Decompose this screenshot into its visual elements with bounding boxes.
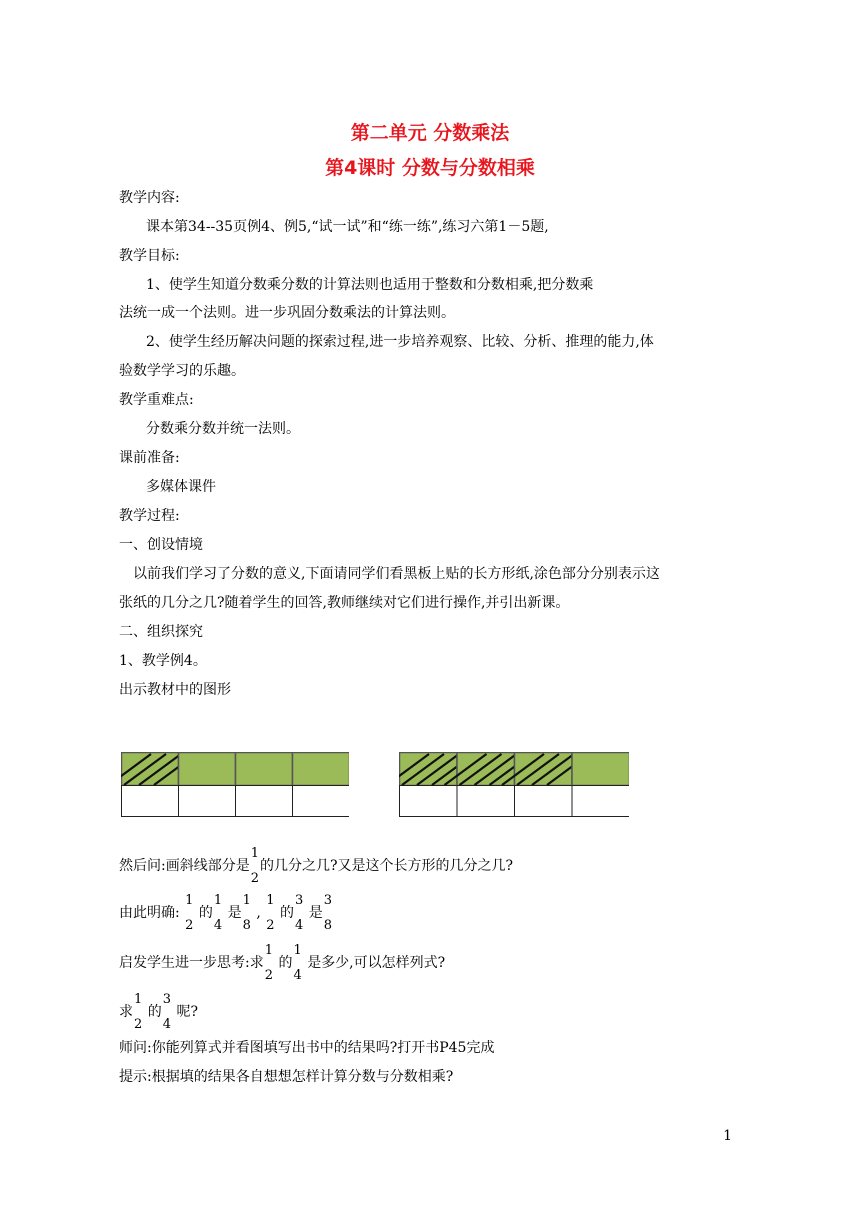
show-figure-text: 出示教材中的图形 — [119, 682, 231, 698]
diagram-svg — [121, 752, 349, 817]
shaded-cell — [179, 753, 236, 786]
question-1: 然后问:画斜线部分是 1 2 的几分之几?又是这个长方形的几分之几? — [119, 846, 514, 886]
section-1-line1: 以前我们学习了分数的意义,下面请同学们看黑板上贴的长方形纸,涂色部分分别表示这 — [133, 566, 660, 582]
question-5: 师问:你能列算式并看图填写出书中的结果吗?打开书P45完成 — [119, 1040, 495, 1056]
question-2: 由此明确: 1 2 的 1 4 是 1 8 , 1 2 的 3 4 是 3 8 — [119, 893, 333, 933]
fraction: 1 2 — [185, 893, 194, 933]
question-4: 求 1 2 的 3 4 呢? — [119, 992, 198, 1032]
fraction: 1 4 — [293, 943, 302, 983]
key-text: 分数乘分数并统一法则。 — [146, 421, 300, 437]
goal2-line1: 2、使学生经历解决问题的探索过程,进一步培养观察、比较、分析、推理的能力,体 — [146, 334, 654, 350]
label-process: 教学过程: — [119, 508, 180, 524]
empty-cell — [457, 786, 515, 817]
diagram-svg — [399, 752, 629, 817]
fraction: 1 2 — [250, 846, 259, 886]
fraction: 1 4 — [213, 893, 223, 933]
section-1-heading: 一、创设情境 — [119, 537, 203, 553]
label-goals: 教学目标: — [119, 248, 180, 264]
shaded-cell — [293, 753, 350, 786]
section-1-line2: 张纸的几分之几?随着学生的回答,教师继续对它们进行操作,并引出新课。 — [119, 595, 570, 611]
empty-cell — [179, 786, 236, 817]
label-content: 教学内容: — [119, 190, 180, 206]
page-number: 1 — [723, 1128, 732, 1144]
goal1-line2: 法统一成一个法则。进一步巩固分数乘法的计算法则。 — [119, 305, 455, 321]
unit-title: 第二单元 分数乘法 — [350, 122, 510, 144]
fraction: 1 2 — [266, 893, 275, 933]
rectangle-diagram-right — [399, 752, 629, 817]
empty-cell — [293, 786, 350, 817]
goal2-line2: 验数学学习的乐趣。 — [119, 363, 245, 379]
question-3: 启发学生进一步思考:求 1 2 的 1 4 是多少,可以怎样列式? — [119, 943, 446, 983]
goal1-line1: 1、使学生知道分数乘分数的计算法则也适用于整数和分数相乘,把分数乘 — [146, 277, 594, 293]
empty-cell — [400, 786, 458, 817]
empty-cell — [515, 786, 573, 817]
shaded-cell — [236, 753, 293, 786]
label-key: 教学重难点: — [119, 392, 194, 408]
label-prep: 课前准备: — [119, 450, 180, 466]
content-text: 课本第34--35页例4、例5,“试一试”和“练一练”,练习六第1－5题, — [146, 219, 549, 235]
empty-cell — [236, 786, 293, 817]
fraction: 3 4 — [295, 893, 304, 933]
prep-text: 多媒体课件 — [146, 479, 216, 495]
fraction: 3 4 — [162, 992, 172, 1032]
question-6: 提示:根据填的结果各自想想怎样计算分数与分数相乘? — [119, 1069, 454, 1085]
section-2-heading: 二、组织探究 — [119, 624, 203, 640]
example-heading: 1、教学例4。 — [119, 653, 207, 669]
fraction: 1 2 — [134, 992, 143, 1032]
lesson-title: 第4课时 分数与分数相乘 — [325, 157, 535, 179]
fraction: 1 2 — [264, 943, 273, 983]
empty-cell — [122, 786, 179, 817]
fraction: 3 8 — [323, 893, 333, 933]
empty-cell — [572, 786, 629, 817]
fraction: 1 8 — [242, 893, 251, 933]
shaded-cell — [572, 753, 629, 786]
rectangle-diagram-left — [121, 752, 349, 817]
